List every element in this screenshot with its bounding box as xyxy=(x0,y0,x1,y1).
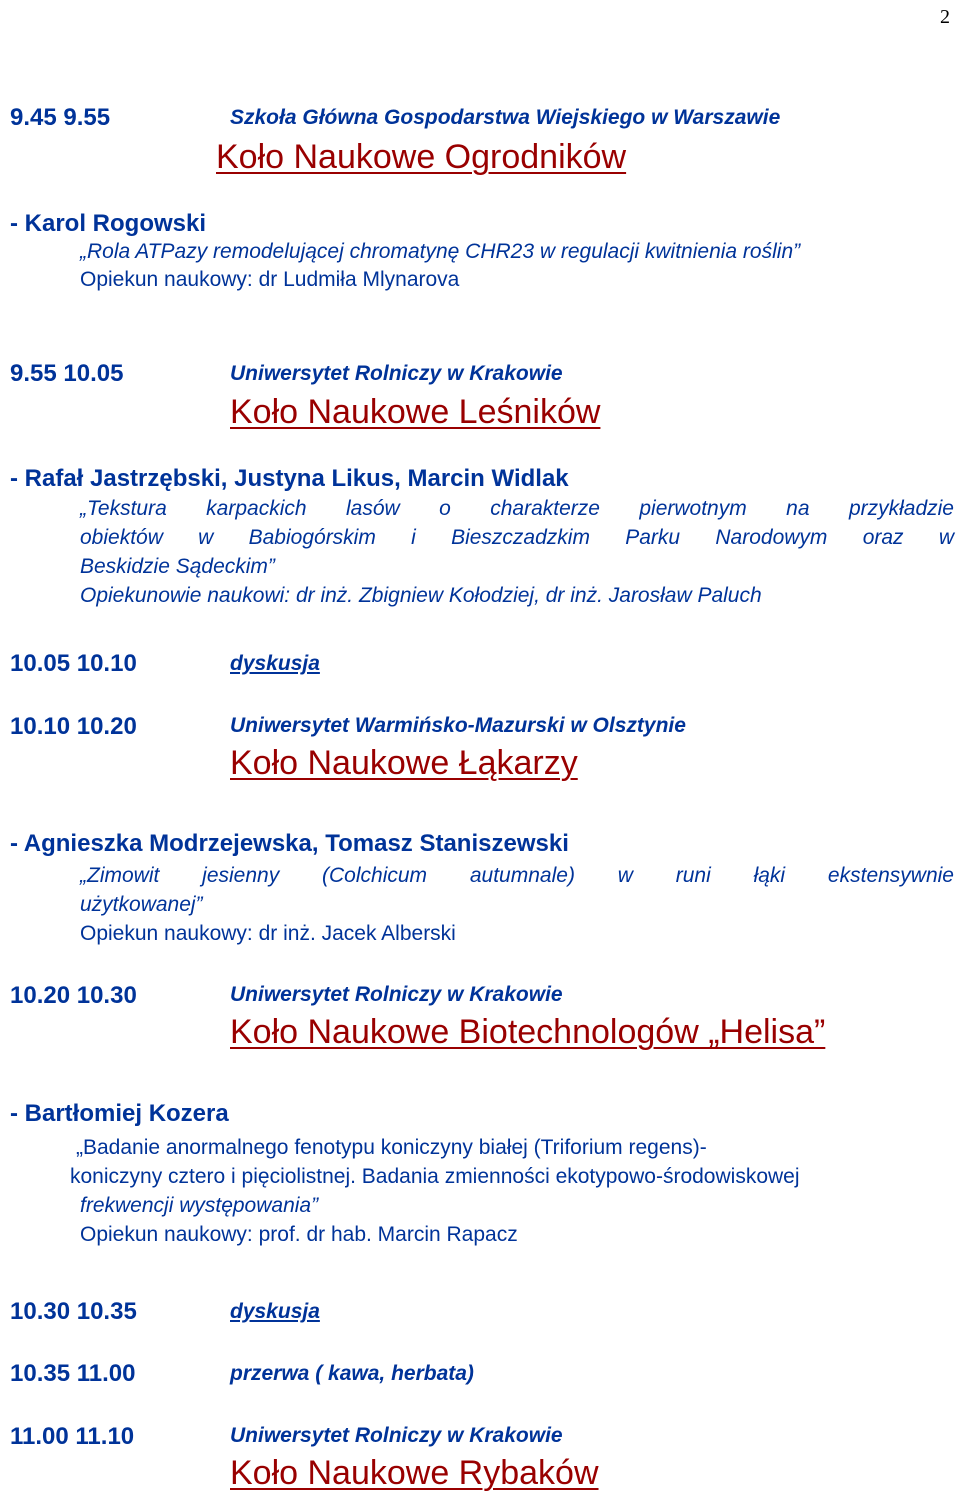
circle-name: Koło Naukowe Rybaków xyxy=(230,1454,599,1492)
talk-title: „Rola ATPazy remodelującej chromatynę CHR23 w regulacji kwitnienia roślin” xyxy=(80,240,801,263)
circle-name: Koło Naukowe Biotechnologów „Helisa” xyxy=(230,1013,826,1051)
talk-title-line: „Badanie anormalnego fenotypu koniczyny białej (Triforium regens)- xyxy=(76,1136,707,1159)
advisor: Opiekun naukowy: prof. dr hab. Marcin Rapacz xyxy=(80,1223,518,1246)
talk-title-line: „Tekstura karpackich lasów o charakterze pierwotnym na przykładzie xyxy=(80,497,954,520)
session-time: 10.20 10.30 xyxy=(10,982,137,1009)
talk-title-line: koniczyny cztero i pięciolistnej. Badania zmienności ekotypowo-środowiskowej xyxy=(70,1165,800,1188)
circle-name: Koło Naukowe Ogrodników xyxy=(216,138,627,176)
authors: - Rafał Jastrzębski, Justyna Likus, Marcin Widlak xyxy=(10,465,569,492)
university-name: Uniwersytet Rolniczy w Krakowie xyxy=(230,362,563,385)
talk-title-line: Beskidzie Sądeckim” xyxy=(80,555,275,578)
authors: - Karol Rogowski xyxy=(10,210,207,237)
talk-title-line: frekwencji występowania” xyxy=(80,1194,319,1217)
talk-title-line: użytkowanej” xyxy=(80,893,203,916)
session-time: 9.55 10.05 xyxy=(10,360,124,387)
session-time: 10.30 10.35 xyxy=(10,1298,137,1325)
discussion-label: dyskusja xyxy=(230,1300,320,1323)
advisor: Opiekunowie naukowi: dr inż. Zbigniew Kołodziej, dr inż. Jarosław Paluch xyxy=(80,584,762,607)
session-time: 10.05 10.10 xyxy=(10,650,137,677)
break-label: przerwa ( kawa, herbata) xyxy=(230,1362,474,1385)
page-number: 2 xyxy=(940,6,950,28)
advisor: Opiekun naukowy: dr inż. Jacek Alberski xyxy=(80,922,456,945)
talk-title-line: obiektów w Babiogórskim i Bieszczadzkim Parku Narodowym oraz w xyxy=(80,526,954,549)
university-name: Uniwersytet Warmińsko-Mazurski w Olsztynie xyxy=(230,714,686,737)
university-name: Uniwersytet Rolniczy w Krakowie xyxy=(230,1424,563,1447)
discussion-label: dyskusja xyxy=(230,652,320,675)
circle-name: Koło Naukowe Łąkarzy xyxy=(230,744,578,782)
session-time: 10.10 10.20 xyxy=(10,713,137,740)
session-time: 10.35 11.00 xyxy=(10,1360,136,1387)
university-name: Uniwersytet Rolniczy w Krakowie xyxy=(230,983,563,1006)
talk-title-line: „Zimowit jesienny (Colchicum autumnale) w runi łąki ekstensywnie xyxy=(80,864,954,887)
university-name: Szkoła Główna Gospodarstwa Wiejskiego w Warszawie xyxy=(230,106,781,129)
session-time: 9.45 9.55 xyxy=(10,104,111,131)
circle-name: Koło Naukowe Leśników xyxy=(230,393,601,431)
session-time: 11.00 11.10 xyxy=(10,1423,135,1450)
authors: - Agnieszka Modrzejewska, Tomasz Staniszewski xyxy=(10,830,569,857)
authors: - Bartłomiej Kozera xyxy=(10,1100,229,1127)
advisor: Opiekun naukowy: dr Ludmiła Mlynarova xyxy=(80,268,460,291)
